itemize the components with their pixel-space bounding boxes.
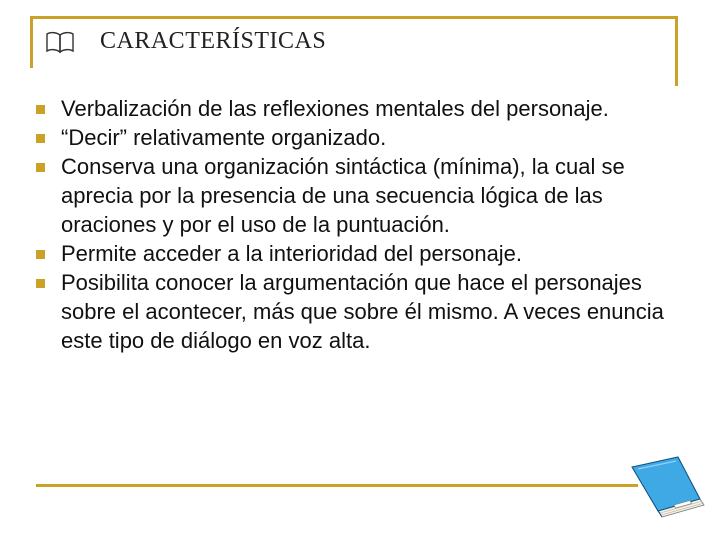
slide-title: CARACTERÍSTICAS — [100, 28, 327, 54]
frame-bottom-line — [36, 484, 638, 487]
square-bullet-icon — [36, 250, 45, 259]
square-bullet-icon — [36, 134, 45, 143]
open-book-icon — [45, 30, 75, 54]
bullet-text: Conserva una organización sintáctica (mínima), la cual se aprecia por la presencia de una secuencia lógica de las oraciones y por el uso de la puntuación. — [61, 154, 625, 237]
square-bullet-icon — [36, 279, 45, 288]
square-bullet-icon — [36, 105, 45, 114]
bullet-item — [36, 94, 676, 123]
bullet-text: Verbalización de las reflexiones mentales del personaje. — [61, 96, 609, 121]
frame-left-line — [30, 16, 33, 68]
bullet-text: “Decir” relativamente organizado. — [61, 125, 387, 150]
frame-top-line — [30, 16, 678, 19]
bullet-list — [36, 94, 676, 355]
bullet-text: Permite acceder a la interioridad del personaje. — [61, 241, 523, 266]
bullet-item — [36, 123, 676, 152]
bullet-item — [36, 239, 676, 268]
blue-book-icon — [628, 455, 710, 519]
frame-right-line — [675, 16, 678, 86]
bullet-item — [36, 268, 676, 355]
square-bullet-icon — [36, 163, 45, 172]
bullet-item — [36, 152, 676, 239]
bullet-text: Posibilita conocer la argumentación que hace el personajes sobre el acontecer, más que sobre él mismo. A veces enuncia este tipo de diálogo en voz alta. — [61, 270, 664, 353]
